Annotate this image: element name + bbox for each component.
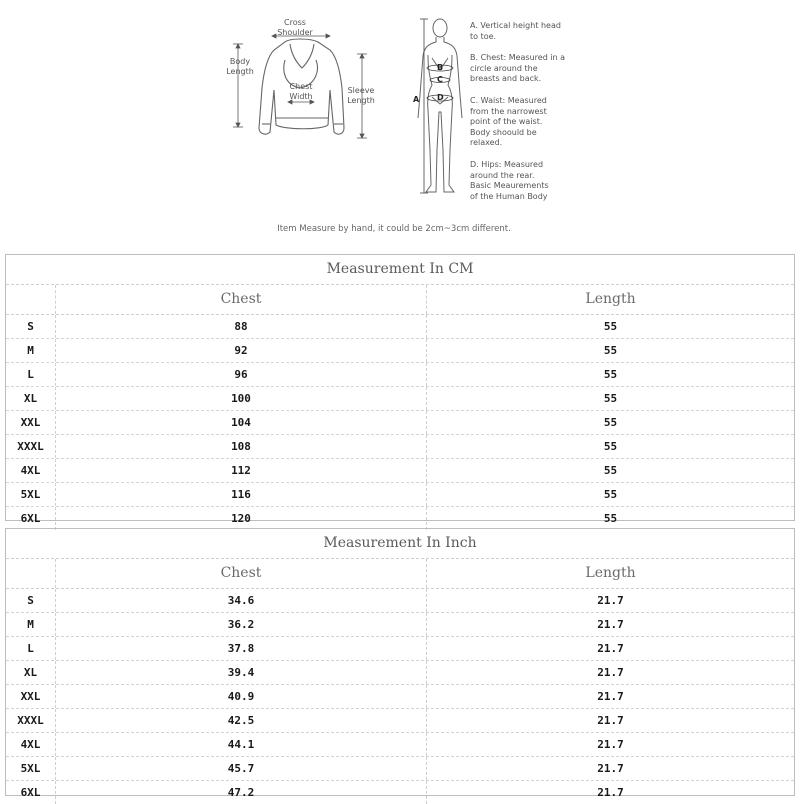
table-row: [6, 339, 794, 363]
legend-item-c: C. Waist: Measured from the narrowest point of the waist. Body shoould be relaxed.: [470, 96, 547, 148]
cell-length: 55: [603, 512, 618, 525]
cell-size: L: [6, 637, 56, 660]
cell-chest: 88: [56, 315, 427, 338]
cell-length: 55: [603, 344, 618, 357]
size-table-cm: [5, 254, 795, 525]
cell-size: M: [6, 339, 56, 362]
body-letter-c: C: [437, 75, 443, 84]
cell-chest: 116: [56, 483, 427, 506]
cell-length: 21.7: [597, 738, 624, 751]
size-table-inch: [5, 528, 795, 799]
cell-size: 6XL: [6, 507, 56, 530]
cell-chest: 100: [56, 387, 427, 410]
table-row: [6, 661, 794, 685]
table-row: [6, 459, 794, 483]
table-row: [6, 757, 794, 781]
cell-size: 5XL: [6, 757, 56, 780]
cell-size: 4XL: [6, 459, 56, 482]
legend-item-a: A. Vertical height head to toe.: [470, 21, 561, 41]
header-length: Length: [585, 291, 636, 307]
cell-size: L: [6, 363, 56, 386]
table-header-row: [6, 559, 794, 589]
cell-chest: 108: [56, 435, 427, 458]
cell-length: 55: [603, 440, 618, 453]
header-size: [6, 285, 56, 314]
table-header-row: [6, 285, 794, 315]
cell-size: XL: [6, 661, 56, 684]
table-row: [6, 315, 794, 339]
cell-chest: 120: [56, 507, 427, 530]
cell-chest: 112: [56, 459, 427, 482]
measure-note: Item Measure by hand, it could be 2cm~3cm different.: [277, 224, 511, 234]
body-letter-a: A: [413, 95, 420, 104]
body-length-label: Body Length: [226, 57, 254, 76]
cell-chest: 45.7: [56, 757, 427, 780]
cell-chest: 96: [56, 363, 427, 386]
cell-size: XXL: [6, 411, 56, 434]
table-row: [6, 613, 794, 637]
table-row: [6, 685, 794, 709]
table-row: [6, 709, 794, 733]
garment-and-body-illustration: [0, 0, 800, 245]
cell-length: 55: [603, 368, 618, 381]
size-guide-diagram: [0, 0, 800, 245]
table-row: [6, 589, 794, 613]
table-row: [6, 363, 794, 387]
header-size: [6, 559, 56, 588]
cell-chest: 47.2: [56, 781, 427, 804]
cell-chest: 37.8: [56, 637, 427, 660]
cell-size: XXL: [6, 685, 56, 708]
header-chest: Chest: [56, 559, 427, 588]
cell-size: S: [6, 589, 56, 612]
legend-item-d: D. Hips: Measured around the rear. Basic Meaurements of the Human Body: [470, 160, 549, 201]
cell-length: 55: [603, 488, 618, 501]
cell-size: XL: [6, 387, 56, 410]
sleeve-length-label: Sleeve Length: [347, 86, 375, 105]
cell-size: 4XL: [6, 733, 56, 756]
table-row: [6, 781, 794, 804]
cell-length: 21.7: [597, 690, 624, 703]
cell-length: 55: [603, 320, 618, 333]
chest-width-label: Chest Width: [289, 82, 313, 101]
cell-length: 55: [603, 416, 618, 429]
table-title: Measurement In Inch: [6, 529, 794, 559]
cell-length: 21.7: [597, 714, 624, 727]
cell-chest: 40.9: [56, 685, 427, 708]
table-row: [6, 411, 794, 435]
cell-chest: 36.2: [56, 613, 427, 636]
cell-length: 21.7: [597, 642, 624, 655]
cell-length: 21.7: [597, 618, 624, 631]
cell-chest: 34.6: [56, 589, 427, 612]
body-letter-d: D: [437, 93, 444, 102]
cell-chest: 104: [56, 411, 427, 434]
cell-chest: 92: [56, 339, 427, 362]
cell-size: S: [6, 315, 56, 338]
cell-length: 21.7: [597, 762, 624, 775]
cell-length: 55: [603, 464, 618, 477]
cell-size: XXXL: [6, 709, 56, 732]
table-row: [6, 435, 794, 459]
header-chest: Chest: [56, 285, 427, 314]
cell-length: 21.7: [597, 666, 624, 679]
legend-item-b: B. Chest: Measured in a circle around the breasts and back.: [470, 53, 566, 84]
table-row: [6, 483, 794, 507]
table-row: [6, 507, 794, 530]
cell-chest: 42.5: [56, 709, 427, 732]
cross-shoulder-label: Cross Shoulder: [277, 18, 313, 37]
cell-size: 6XL: [6, 781, 56, 804]
header-length: Length: [585, 565, 636, 581]
body-letter-b: B: [437, 63, 444, 72]
table-row: [6, 733, 794, 757]
cell-chest: 39.4: [56, 661, 427, 684]
cell-size: 5XL: [6, 483, 56, 506]
table-row: [6, 637, 794, 661]
table-row: [6, 387, 794, 411]
cell-length: 21.7: [597, 594, 624, 607]
human-body-icon: [418, 19, 462, 192]
cell-length: 21.7: [597, 786, 624, 799]
cell-length: 55: [603, 392, 618, 405]
cell-chest: 44.1: [56, 733, 427, 756]
cell-size: M: [6, 613, 56, 636]
table-title: Measurement In CM: [6, 255, 794, 285]
cell-size: XXXL: [6, 435, 56, 458]
